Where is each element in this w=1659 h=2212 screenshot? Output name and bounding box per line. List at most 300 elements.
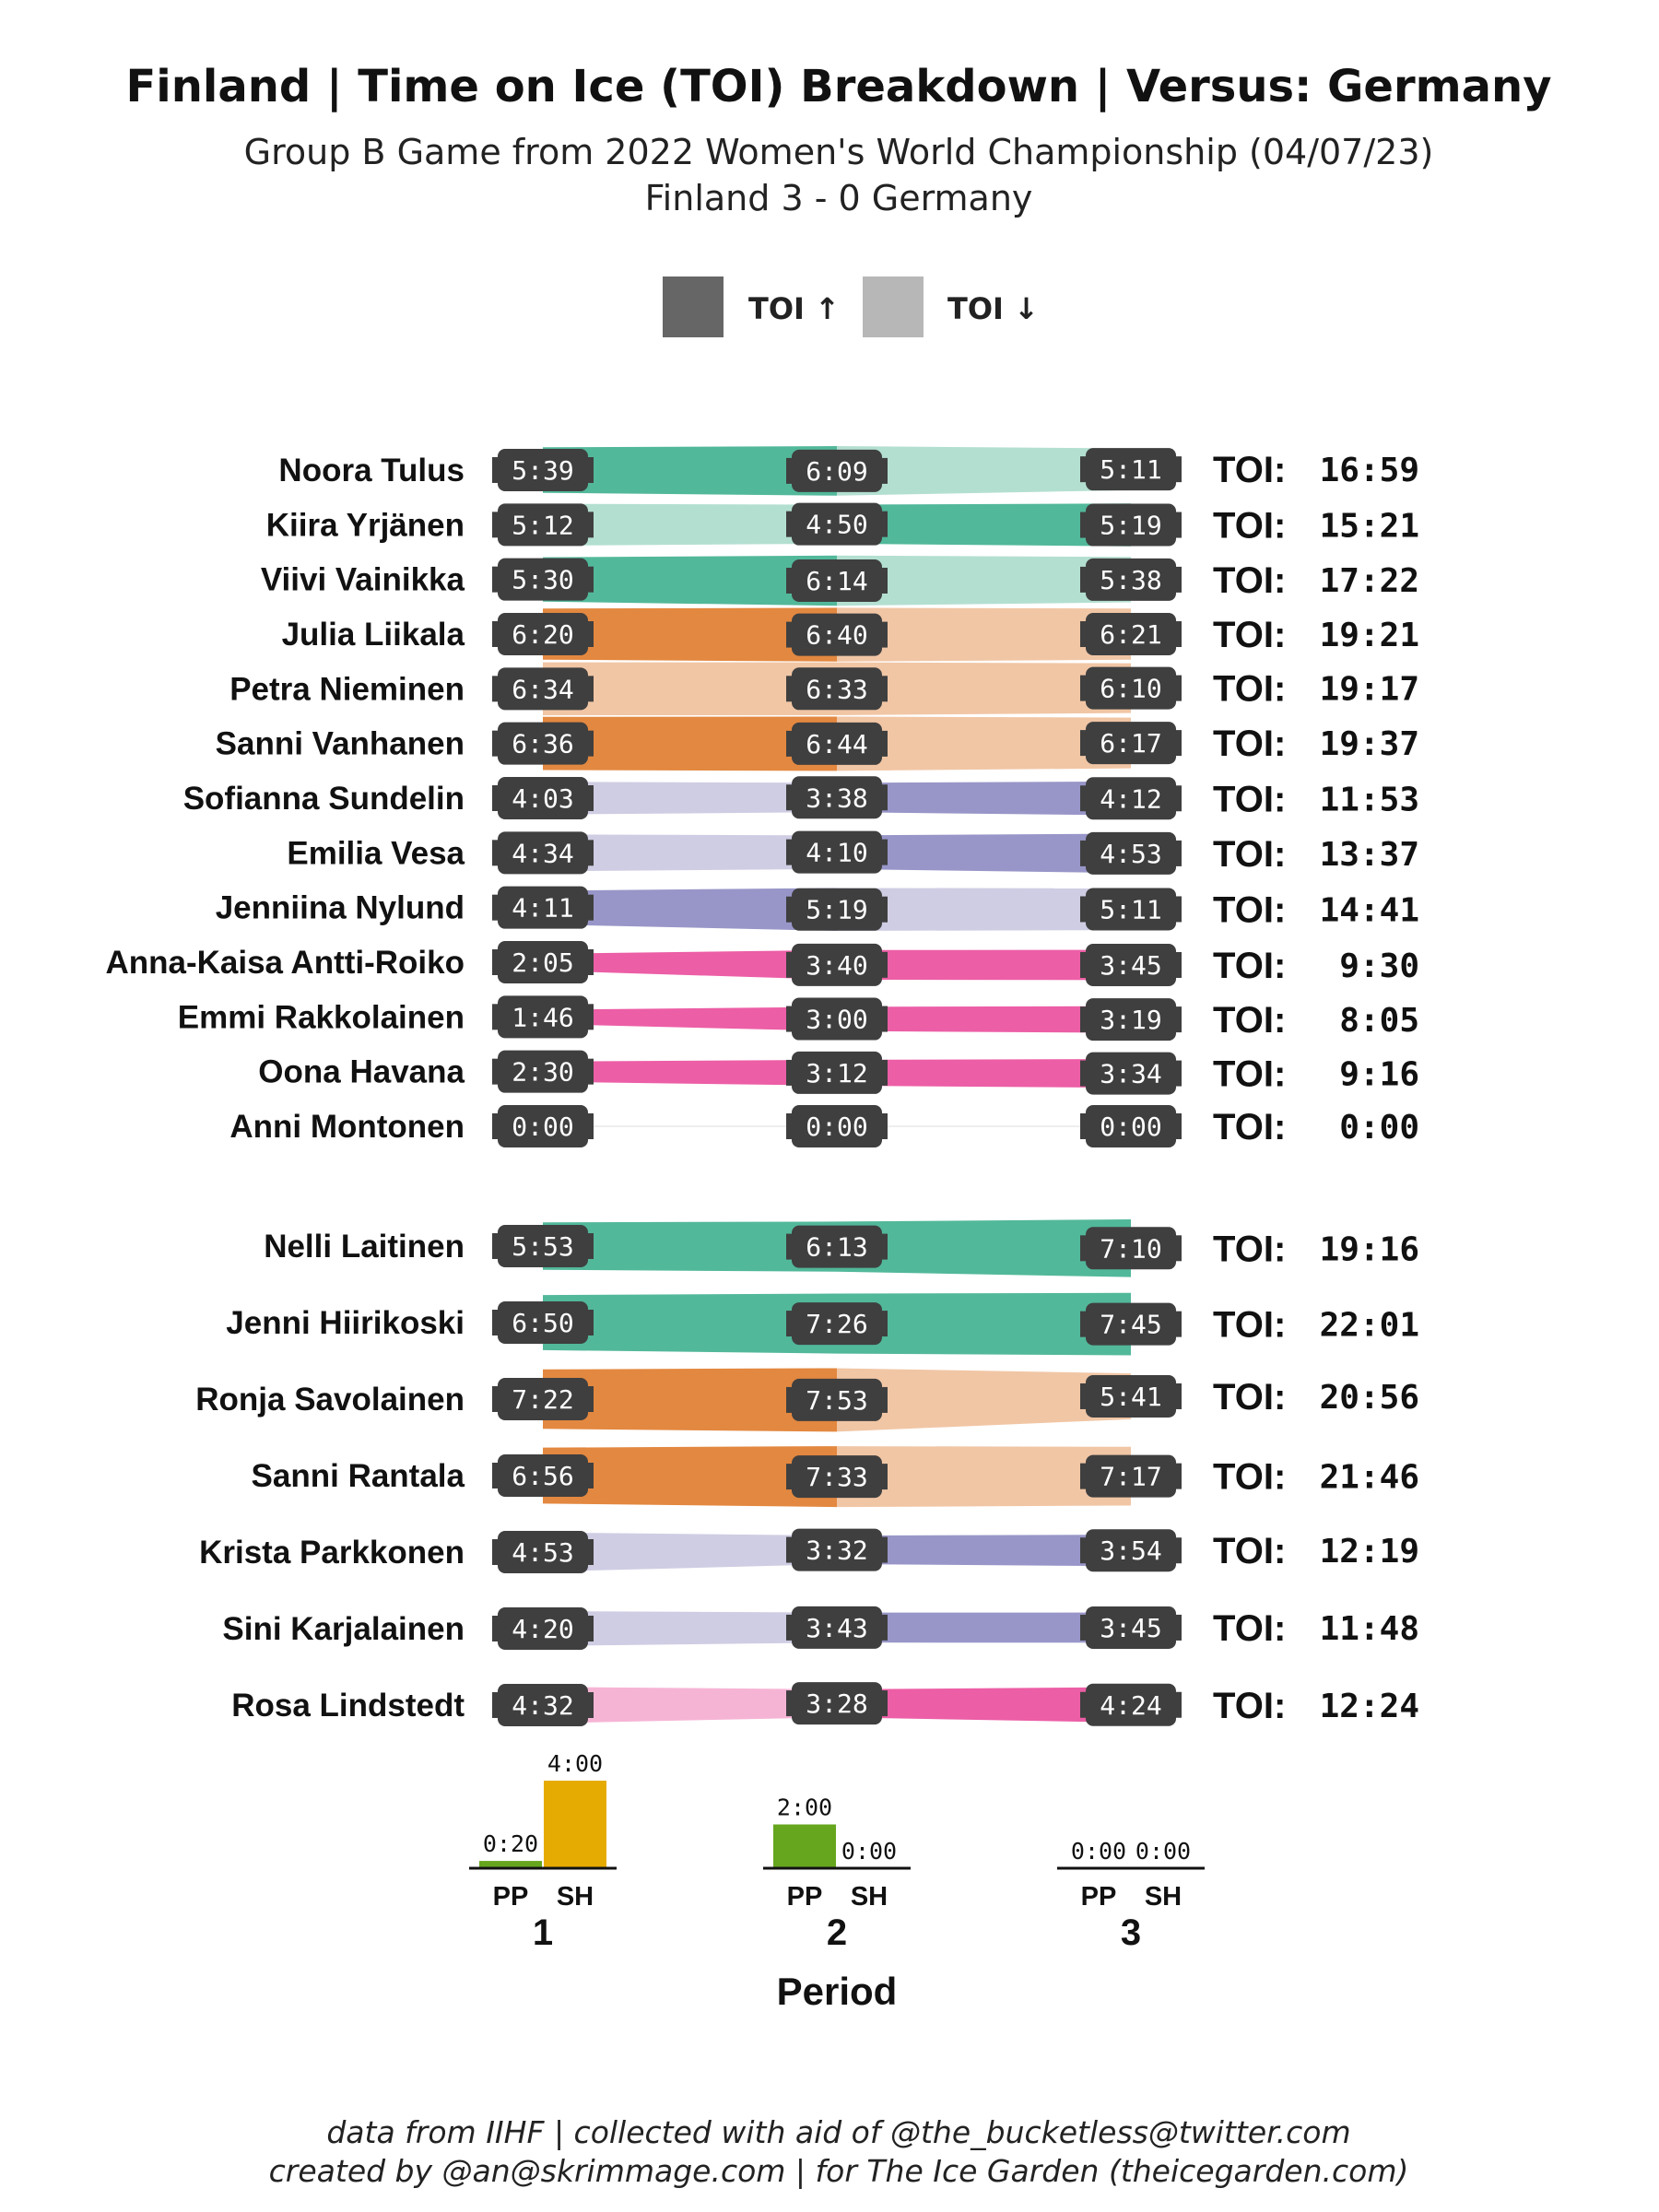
period-box-tab-right <box>882 622 888 648</box>
period-tick-1: 1 <box>532 1912 554 1953</box>
period-box-tab-right <box>588 676 594 701</box>
period-box-tab-right <box>588 785 594 811</box>
period-time-label: 4:24 <box>1100 1689 1162 1721</box>
period-time-label: 6:21 <box>1100 619 1162 651</box>
period-box-tab-left <box>1080 896 1086 922</box>
player-name-def-krista-parkkonen: Krista Parkkonen <box>199 1535 465 1571</box>
player-name-def-nelli-laitinen: Nelli Laitinen <box>264 1229 465 1265</box>
period-box-tab-right <box>588 949 594 975</box>
period-box-tab-right <box>1176 952 1182 978</box>
period-box-fwd-sofianna-sundelin-p2 <box>786 776 888 818</box>
period-box-def-nelli-laitinen-p2 <box>786 1226 888 1268</box>
period-time-label: 2:05 <box>512 947 574 978</box>
period-box-tab-right <box>882 1690 888 1716</box>
toi-prefix-fwd-anni-montonen: TOI: <box>1213 1107 1287 1147</box>
period-box-tab-left <box>1080 730 1086 756</box>
toi-total-def-jenni-hiirikoski: 22:01 <box>1319 1306 1419 1345</box>
period-box-fwd-sanni-vanhanen-p2 <box>786 723 888 765</box>
period-box-fwd-jenniina-nylund-p1 <box>492 887 594 929</box>
toi-total-fwd-jenniina-nylund: 14:41 <box>1319 891 1419 930</box>
toi-prefix-fwd-anna-kaisa-antti-roiko: TOI: <box>1213 946 1287 986</box>
period-box-tab-right <box>588 1310 594 1335</box>
period-time-label: 6:17 <box>1100 728 1162 759</box>
period-time-label: 6:14 <box>806 565 868 596</box>
period-box-tab-left <box>492 567 498 593</box>
period-time-label: 6:50 <box>512 1308 574 1338</box>
period-box-tab-left <box>786 1311 792 1336</box>
period-box-tab-right <box>1176 512 1182 538</box>
period-box-tab-right <box>882 1615 888 1641</box>
player-name-fwd-anna-kaisa-antti-roiko: Anna-Kaisa Antti-Roiko <box>105 945 465 981</box>
period-box-tab-right <box>882 952 888 978</box>
period-box-fwd-viivi-vainikka-p3 <box>1080 559 1182 601</box>
period-box-tab-right <box>882 1060 888 1086</box>
period-time-label: 4:12 <box>1100 783 1162 815</box>
period-tick-3: 3 <box>1120 1912 1142 1953</box>
period-box-tab-left <box>492 676 498 701</box>
period-box-tab-left <box>786 568 792 594</box>
period-box-def-rosa-lindstedt-p1 <box>492 1684 594 1726</box>
period-box-tab-right <box>882 784 888 810</box>
sh-value-p3: 0:00 <box>1135 1838 1192 1865</box>
period-time-label: 3:40 <box>806 949 868 981</box>
special-teams-period-3 <box>1057 1838 1205 1912</box>
period-box-tab-right <box>1176 567 1182 593</box>
period-time-label: 5:39 <box>512 455 574 486</box>
period-time-label: 3:45 <box>1100 1612 1162 1643</box>
period-box-tab-left <box>1080 567 1086 593</box>
x-axis-title: Period <box>776 1970 898 2013</box>
period-box-fwd-sanni-vanhanen-p1 <box>492 723 594 765</box>
period-time-label: 5:41 <box>1100 1381 1162 1412</box>
legend-swatch-toi-down <box>863 276 924 337</box>
period-box-tab-left <box>492 621 498 647</box>
period-box-def-nelli-laitinen-p1 <box>492 1225 594 1267</box>
period-time-label: 3:32 <box>806 1535 868 1566</box>
period-box-fwd-petra-nieminen-p2 <box>786 667 888 710</box>
player-name-fwd-sanni-vanhanen: Sanni Vanhanen <box>215 725 465 762</box>
period-time-label: 5:19 <box>806 894 868 925</box>
period-box-tab-left <box>492 1113 498 1139</box>
period-box-tab-left <box>786 1234 792 1260</box>
period-box-tab-left <box>786 1690 792 1716</box>
period-box-def-ronja-savolainen-p2 <box>786 1379 888 1421</box>
pp-bar-p2 <box>773 1825 836 1869</box>
legend <box>663 276 1039 337</box>
period-box-tab-right <box>1176 1383 1182 1409</box>
player-name-fwd-petra-nieminen: Petra Nieminen <box>229 671 465 708</box>
period-time-label: 3:45 <box>1100 950 1162 981</box>
period-box-tab-left <box>1080 785 1086 811</box>
player-name-fwd-jenniina-nylund: Jenniina Nylund <box>215 889 465 926</box>
player-name-fwd-noora-tulus: Noora Tulus <box>278 453 465 488</box>
period-time-label: 4:32 <box>512 1690 574 1721</box>
period-box-fwd-anna-kaisa-antti-roiko-p3 <box>1080 944 1182 986</box>
period-box-fwd-julia-liikala-p1 <box>492 613 594 655</box>
special-teams-period-2 <box>763 1794 911 1912</box>
period-box-def-ronja-savolainen-p1 <box>492 1378 594 1420</box>
toi-prefix-fwd-viivi-vainikka: TOI: <box>1213 559 1287 601</box>
player-name-fwd-julia-liikala: Julia Liikala <box>281 617 465 653</box>
period-box-tab-left <box>492 1692 498 1718</box>
period-box-def-jenni-hiirikoski-p2 <box>786 1302 888 1345</box>
period-box-tab-right <box>588 895 594 921</box>
sh-value-p2: 0:00 <box>841 1838 898 1865</box>
period-box-fwd-kiira-yrjanen-p2 <box>786 503 888 546</box>
period-box-fwd-emilia-vesa-p2 <box>786 831 888 874</box>
period-box-tab-left <box>1080 1006 1086 1032</box>
period-box-tab-left <box>1080 456 1086 482</box>
period-box-tab-left <box>1080 1061 1086 1087</box>
toi-prefix-fwd-julia-liikala: TOI: <box>1213 615 1287 656</box>
player-name-fwd-emmi-rakkolainen: Emmi Rakkolainen <box>177 999 465 1036</box>
period-box-tab-left <box>1080 1615 1086 1641</box>
period-time-label: 3:38 <box>806 782 868 814</box>
period-box-def-sanni-rantala-p3 <box>1080 1455 1182 1498</box>
period-time-label: 4:53 <box>1100 838 1162 869</box>
period-box-tab-right <box>1176 1692 1182 1718</box>
period-box-def-rosa-lindstedt-p3 <box>1080 1684 1182 1726</box>
toi-prefix-def-sini-karjalainen: TOI: <box>1213 1607 1287 1649</box>
player-name-fwd-kiira-yrjanen: Kiira Yrjänen <box>265 507 465 544</box>
toi-prefix-def-rosa-lindstedt: TOI: <box>1213 1685 1287 1726</box>
period-box-tab-right <box>588 567 594 593</box>
period-box-fwd-emilia-vesa-p3 <box>1080 832 1182 875</box>
period-box-def-sini-karjalainen-p2 <box>786 1606 888 1649</box>
toi-total-fwd-viivi-vainikka: 17:22 <box>1319 561 1419 600</box>
toi-prefix-def-sanni-rantala: TOI: <box>1213 1456 1287 1498</box>
period-time-label: 5:12 <box>512 510 574 541</box>
toi-prefix-fwd-jenniina-nylund: TOI: <box>1213 889 1287 931</box>
period-time-label: 4:11 <box>512 892 574 924</box>
period-box-tab-left <box>786 1537 792 1563</box>
period-box-tab-right <box>882 1006 888 1032</box>
period-time-label: 7:26 <box>806 1309 868 1340</box>
period-time-label: 6:33 <box>806 674 868 705</box>
period-box-tab-right <box>882 676 888 701</box>
toi-prefix-fwd-sanni-vanhanen: TOI: <box>1213 724 1287 765</box>
period-box-tab-right <box>1176 1061 1182 1087</box>
period-time-label: 6:09 <box>806 455 868 487</box>
period-box-def-rosa-lindstedt-p2 <box>786 1682 888 1724</box>
period-box-fwd-emmi-rakkolainen-p3 <box>1080 998 1182 1041</box>
toi-total-def-nelli-laitinen: 19:16 <box>1319 1230 1419 1269</box>
caption-line1: data from IIHF | collected with aid of @the_bucketless@twitter.com <box>326 2114 1351 2150</box>
period-box-fwd-jenniina-nylund-p2 <box>786 888 888 931</box>
period-box-tab-left <box>492 895 498 921</box>
period-box-tab-left <box>786 512 792 537</box>
pp-label-p3: PP <box>1080 1882 1117 1912</box>
chart-subtitle-line2: Finland 3 - 0 Germany <box>644 178 1033 218</box>
period-time-label: 5:11 <box>1100 894 1162 925</box>
period-box-def-nelli-laitinen-p3 <box>1080 1227 1182 1269</box>
player-name-def-ronja-savolainen: Ronja Savolainen <box>195 1382 465 1418</box>
period-box-tab-left <box>492 1386 498 1412</box>
period-box-fwd-julia-liikala-p3 <box>1080 613 1182 655</box>
period-time-label: 6:36 <box>512 728 574 759</box>
period-box-tab-left <box>1080 1464 1086 1489</box>
pp-label-p2: PP <box>786 1882 823 1912</box>
period-time-label: 6:34 <box>512 674 574 705</box>
special-teams-period-1 <box>469 1750 617 1912</box>
legend-label-toi-down: TOI ↓ <box>947 291 1039 326</box>
period-box-tab-right <box>882 731 888 757</box>
period-box-tab-right <box>882 1537 888 1563</box>
period-time-label: 0:00 <box>1100 1112 1162 1142</box>
period-box-tab-left <box>492 731 498 757</box>
period-box-tab-right <box>1176 676 1182 701</box>
period-box-fwd-oona-havana-p1 <box>492 1051 594 1093</box>
period-box-tab-left <box>786 1113 792 1139</box>
period-box-tab-left <box>786 952 792 978</box>
period-box-fwd-julia-liikala-p2 <box>786 614 888 656</box>
period-box-tab-right <box>882 1311 888 1336</box>
toi-total-def-krista-parkkonen: 12:19 <box>1319 1533 1419 1571</box>
legend-label-toi-up: TOI ↑ <box>748 291 840 326</box>
period-box-tab-left <box>786 784 792 810</box>
period-box-fwd-anna-kaisa-antti-roiko-p2 <box>786 944 888 986</box>
period-time-label: 6:40 <box>806 619 868 651</box>
period-box-tab-left <box>492 512 498 537</box>
period-box-tab-left <box>1080 952 1086 978</box>
period-box-def-sanni-rantala-p1 <box>492 1454 594 1497</box>
period-box-def-krista-parkkonen-p2 <box>786 1529 888 1571</box>
period-box-fwd-emmi-rakkolainen-p2 <box>786 998 888 1041</box>
period-time-label: 0:00 <box>806 1112 868 1142</box>
toi-total-fwd-anna-kaisa-antti-roiko: 9:30 <box>1339 947 1419 985</box>
period-box-def-jenni-hiirikoski-p3 <box>1080 1303 1182 1346</box>
period-box-tab-right <box>1176 1537 1182 1563</box>
period-box-tab-left <box>1080 512 1086 538</box>
period-box-fwd-noora-tulus-p1 <box>492 449 594 491</box>
period-box-tab-left <box>492 1310 498 1335</box>
period-box-tab-right <box>588 1233 594 1259</box>
period-box-tab-left <box>1080 676 1086 701</box>
period-box-fwd-emmi-rakkolainen-p1 <box>492 995 594 1038</box>
period-time-label: 7:53 <box>806 1384 868 1416</box>
toi-total-fwd-sanni-vanhanen: 19:37 <box>1319 725 1419 764</box>
period-box-tab-right <box>882 1113 888 1139</box>
toi-total-fwd-julia-liikala: 19:21 <box>1319 617 1419 655</box>
period-box-tab-left <box>492 785 498 811</box>
period-box-def-ronja-savolainen-p3 <box>1080 1375 1182 1418</box>
period-time-label: 4:34 <box>512 838 574 869</box>
period-box-fwd-kiira-yrjanen-p1 <box>492 503 594 546</box>
period-time-label: 3:19 <box>1100 1005 1162 1036</box>
sh-value-p1: 4:00 <box>547 1750 604 1777</box>
sh-bar-p1 <box>544 1781 606 1868</box>
period-box-tab-right <box>588 1004 594 1030</box>
period-box-fwd-oona-havana-p2 <box>786 1052 888 1094</box>
period-time-label: 7:33 <box>806 1462 868 1493</box>
period-box-def-sini-karjalainen-p3 <box>1080 1606 1182 1649</box>
period-time-label: 5:19 <box>1100 510 1162 541</box>
period-box-tab-right <box>1176 621 1182 647</box>
toi-total-fwd-emmi-rakkolainen: 8:05 <box>1339 1002 1419 1041</box>
toi-prefix-fwd-petra-nieminen: TOI: <box>1213 668 1287 710</box>
period-box-tab-right <box>1176 896 1182 922</box>
toi-prefix-fwd-kiira-yrjanen: TOI: <box>1213 505 1287 547</box>
toi-prefix-def-jenni-hiirikoski: TOI: <box>1213 1304 1287 1346</box>
period-box-tab-left <box>1080 1312 1086 1337</box>
period-box-tab-left <box>786 622 792 648</box>
legend-swatch-toi-up <box>663 276 724 337</box>
period-time-label: 3:00 <box>806 1004 868 1035</box>
period-tick-2: 2 <box>826 1912 848 1953</box>
period-box-tab-right <box>1176 785 1182 811</box>
toi-prefix-def-nelli-laitinen: TOI: <box>1213 1229 1287 1270</box>
period-box-tab-right <box>882 897 888 923</box>
period-box-tab-left <box>1080 621 1086 647</box>
period-box-tab-right <box>1176 1113 1182 1139</box>
period-time-label: 7:17 <box>1100 1461 1162 1492</box>
period-box-tab-right <box>588 1616 594 1641</box>
period-time-label: 3:28 <box>806 1688 868 1720</box>
period-box-tab-right <box>882 1464 888 1489</box>
period-time-label: 7:45 <box>1100 1309 1162 1340</box>
toi-total-def-sanni-rantala: 21:46 <box>1319 1458 1419 1497</box>
period-box-fwd-sofianna-sundelin-p1 <box>492 777 594 819</box>
toi-total-fwd-noora-tulus: 16:59 <box>1319 452 1419 490</box>
period-time-label: 2:30 <box>512 1056 574 1088</box>
player-name-fwd-emilia-vesa: Emilia Vesa <box>287 835 465 872</box>
period-box-tab-left <box>492 457 498 483</box>
period-box-tab-left <box>492 1004 498 1030</box>
period-box-tab-right <box>588 512 594 537</box>
period-box-tab-left <box>1080 1692 1086 1718</box>
player-name-fwd-anni-montonen: Anni Montonen <box>229 1109 465 1145</box>
period-box-tab-right <box>1176 841 1182 866</box>
period-time-label: 4:50 <box>806 509 868 540</box>
period-box-tab-right <box>588 731 594 757</box>
period-time-label: 3:34 <box>1100 1058 1162 1089</box>
period-box-tab-left <box>492 1463 498 1488</box>
period-box-def-sanni-rantala-p2 <box>786 1455 888 1498</box>
period-box-tab-right <box>1176 1464 1182 1489</box>
period-box-tab-right <box>882 568 888 594</box>
caption-line2: created by @an@skrimmage.com | for The Ice Garden (theicegarden.com) <box>268 2153 1409 2189</box>
period-time-label: 4:03 <box>512 783 574 814</box>
period-time-label: 7:22 <box>512 1384 574 1415</box>
player-name-def-jenni-hiirikoski: Jenni Hiirikoski <box>226 1305 465 1341</box>
period-time-label: 3:54 <box>1100 1535 1162 1567</box>
period-box-fwd-jenniina-nylund-p3 <box>1080 888 1182 930</box>
period-time-label: 4:20 <box>512 1614 574 1644</box>
period-box-tab-left <box>1080 841 1086 866</box>
pp-value-p2: 2:00 <box>776 1794 833 1821</box>
period-box-tab-right <box>1176 1235 1182 1261</box>
period-box-tab-right <box>882 1234 888 1260</box>
period-box-fwd-kiira-yrjanen-p3 <box>1080 504 1182 547</box>
period-box-tab-left <box>786 1006 792 1032</box>
toi-prefix-fwd-emilia-vesa: TOI: <box>1213 833 1287 875</box>
period-time-label: 6:10 <box>1100 673 1162 704</box>
period-time-label: 3:12 <box>806 1057 868 1088</box>
player-name-def-rosa-lindstedt: Rosa Lindstedt <box>231 1688 465 1724</box>
period-time-label: 4:10 <box>806 837 868 868</box>
period-box-tab-left <box>1080 1537 1086 1563</box>
period-box-fwd-noora-tulus-p3 <box>1080 448 1182 490</box>
period-box-tab-left <box>492 840 498 865</box>
period-box-tab-right <box>1176 1312 1182 1337</box>
period-box-tab-left <box>1080 1235 1086 1261</box>
period-box-tab-left <box>786 1464 792 1489</box>
period-time-label: 6:56 <box>512 1461 574 1491</box>
period-box-tab-right <box>588 840 594 865</box>
toi-prefix-fwd-oona-havana: TOI: <box>1213 1053 1287 1095</box>
player-name-def-sanni-rantala: Sanni Rantala <box>251 1458 465 1494</box>
period-box-tab-left <box>492 1539 498 1565</box>
chart-subtitle-line1: Group B Game from 2022 Women's World Championship (04/07/23) <box>243 132 1434 172</box>
period-box-def-krista-parkkonen-p1 <box>492 1531 594 1573</box>
period-box-tab-left <box>1080 1383 1086 1409</box>
period-box-fwd-viivi-vainikka-p2 <box>786 559 888 602</box>
period-box-tab-left <box>492 1616 498 1641</box>
period-time-label: 5:53 <box>512 1231 574 1262</box>
pp-value-p1: 0:20 <box>482 1830 539 1858</box>
period-time-label: 6:13 <box>806 1231 868 1263</box>
toi-total-def-ronja-savolainen: 20:56 <box>1319 1378 1419 1417</box>
toi-total-fwd-anni-montonen: 0:00 <box>1339 1109 1419 1147</box>
period-box-tab-right <box>882 840 888 865</box>
toi-total-fwd-petra-nieminen: 19:17 <box>1319 670 1419 709</box>
period-box-tab-left <box>786 1060 792 1086</box>
period-box-fwd-petra-nieminen-p1 <box>492 667 594 710</box>
period-box-fwd-anni-montonen-p3 <box>1080 1105 1182 1147</box>
toi-total-def-sini-karjalainen: 11:48 <box>1319 1609 1419 1648</box>
special-teams-bars <box>469 1750 1205 1912</box>
period-box-tab-right <box>588 457 594 483</box>
toi-prefix-fwd-sofianna-sundelin: TOI: <box>1213 779 1287 820</box>
pp-label-p1: PP <box>492 1882 529 1912</box>
period-box-tab-right <box>588 1059 594 1085</box>
toi-prefix-def-krista-parkkonen: TOI: <box>1213 1531 1287 1572</box>
chart-title: Finland | Time on Ice (TOI) Breakdown | Versus: Germany <box>125 61 1552 112</box>
period-box-tab-left <box>786 1387 792 1413</box>
sh-label-p1: SH <box>556 1882 594 1912</box>
period-box-tab-left <box>1080 1113 1086 1139</box>
toi-total-fwd-oona-havana: 9:16 <box>1339 1055 1419 1094</box>
period-box-def-krista-parkkonen-p3 <box>1080 1529 1182 1571</box>
period-box-def-jenni-hiirikoski-p1 <box>492 1301 594 1344</box>
period-box-tab-right <box>882 458 888 484</box>
period-time-label: 7:10 <box>1100 1233 1162 1265</box>
toi-total-def-rosa-lindstedt: 12:24 <box>1319 1687 1419 1725</box>
period-box-fwd-sofianna-sundelin-p3 <box>1080 777 1182 819</box>
period-time-label: 3:43 <box>806 1612 868 1643</box>
toi-prefix-def-ronja-savolainen: TOI: <box>1213 1376 1287 1418</box>
period-box-tab-right <box>588 1463 594 1488</box>
period-box-fwd-petra-nieminen-p3 <box>1080 667 1182 710</box>
period-box-tab-right <box>882 1387 888 1413</box>
period-box-tab-left <box>492 1233 498 1259</box>
period-box-def-sini-karjalainen-p1 <box>492 1607 594 1650</box>
period-time-label: 5:30 <box>512 564 574 595</box>
period-time-label: 6:44 <box>806 728 868 759</box>
toi-total-fwd-emilia-vesa: 13:37 <box>1319 835 1419 874</box>
period-time-label: 5:38 <box>1100 564 1162 595</box>
period-box-tab-right <box>588 1386 594 1412</box>
period-box-tab-right <box>1176 730 1182 756</box>
period-box-tab-right <box>588 621 594 647</box>
sh-label-p3: SH <box>1144 1882 1182 1912</box>
period-box-tab-left <box>786 676 792 701</box>
toi-total-fwd-kiira-yrjanen: 15:21 <box>1319 507 1419 546</box>
period-box-fwd-viivi-vainikka-p1 <box>492 559 594 601</box>
period-time-label: 0:00 <box>512 1112 574 1142</box>
period-time-label: 5:11 <box>1100 454 1162 486</box>
period-box-tab-left <box>492 949 498 975</box>
